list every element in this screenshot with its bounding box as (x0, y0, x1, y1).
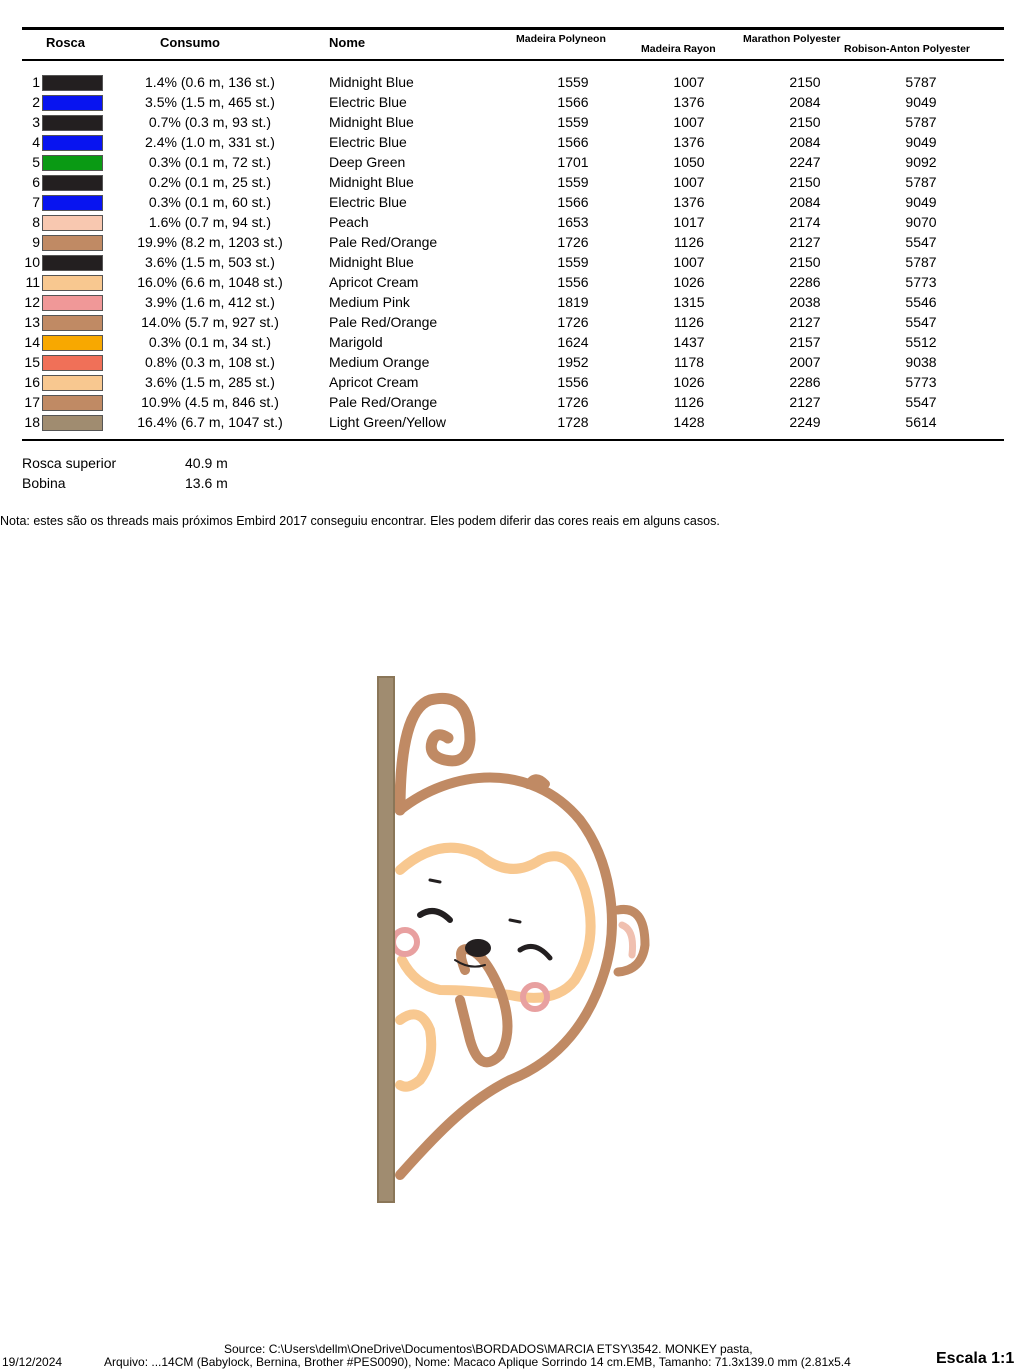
table-row (0, 274, 1024, 294)
table-row (0, 214, 1024, 234)
header-madeira-rayon: Madeira Rayon (641, 43, 716, 55)
thread-code-ra: 9070 (905, 214, 937, 230)
thread-code-mp: 1566 (557, 134, 589, 150)
thread-code-ra: 5787 (905, 74, 937, 90)
thread-code-ra: 9049 (905, 94, 937, 110)
consumption: 2.4% (1.0 m, 331 st.) (145, 134, 275, 150)
row-number: 4 (32, 134, 40, 150)
note-text: Nota: estes são os threads mais próximos Embird 2017 conseguiu encontrar. Eles podem diferir das cores reais em alguns casos. (0, 514, 720, 528)
row-number: 7 (32, 194, 40, 210)
thread-code-ra: 5512 (905, 334, 937, 350)
thread-code-mp: 1653 (557, 214, 589, 230)
thread-code-mp: 1566 (557, 194, 589, 210)
consumption: 1.6% (0.7 m, 94 st.) (148, 214, 272, 230)
row-number: 9 (32, 234, 40, 250)
thread-name: Midnight Blue (329, 254, 414, 270)
row-number: 12 (24, 294, 40, 310)
thread-code-mr: 1126 (673, 314, 705, 330)
table-row (0, 394, 1024, 414)
color-swatch (42, 115, 103, 131)
footer-file: Arquivo: ...14CM (Babylock, Bernina, Brother #PES0090), Nome: Macaco Aplique Sorrindo 14 cm.EMB, Tamanho: 71.3x139.0 mm (2.81x5.4 (104, 1355, 851, 1369)
thread-code-mr: 1007 (673, 254, 705, 270)
thread-code-mr: 1315 (673, 294, 705, 310)
thread-code-ra: 5787 (905, 114, 937, 130)
thread-name: Pale Red/Orange (329, 394, 438, 410)
thread-code-mr: 1126 (673, 234, 705, 250)
thread-code-mp: 1728 (557, 414, 589, 430)
thread-code-ma: 2150 (789, 254, 821, 270)
thread-code-ra: 5547 (905, 234, 937, 250)
thread-code-ra: 5773 (905, 274, 937, 290)
thread-code-mr: 1376 (673, 94, 705, 110)
thread-code-ra: 5614 (905, 414, 937, 430)
thread-code-ra: 9038 (905, 354, 937, 370)
row-number: 16 (24, 374, 40, 390)
thread-code-mr: 1126 (673, 394, 705, 410)
thread-code-mp: 1726 (557, 314, 589, 330)
consumption: 0.8% (0.3 m, 108 st.) (145, 354, 275, 370)
thread-code-mp: 1559 (557, 174, 589, 190)
thread-code-ma: 2084 (789, 94, 821, 110)
color-swatch (42, 135, 103, 151)
thread-code-ma: 2286 (789, 374, 821, 390)
thread-code-ma: 2157 (789, 334, 821, 350)
thread-code-mr: 1026 (673, 374, 705, 390)
consumption: 0.7% (0.3 m, 93 st.) (148, 114, 272, 130)
thread-code-mr: 1007 (673, 114, 705, 130)
thread-code-ma: 2150 (789, 174, 821, 190)
consumption: 0.3% (0.1 m, 60 st.) (148, 194, 272, 210)
header-robison: Robison-Anton Polyester (844, 43, 971, 55)
thread-code-mr: 1428 (673, 414, 705, 430)
thread-code-mp: 1726 (557, 394, 589, 410)
table-row (0, 294, 1024, 314)
thread-code-ra: 9049 (905, 134, 937, 150)
total-superior-value: 40.9 m (185, 455, 228, 471)
color-swatch (42, 275, 103, 291)
color-swatch (42, 195, 103, 211)
color-swatch (42, 235, 103, 251)
color-swatch (42, 255, 103, 271)
consumption: 0.2% (0.1 m, 25 st.) (148, 174, 272, 190)
consumption: 1.4% (0.6 m, 136 st.) (145, 74, 275, 90)
consumption: 16.0% (6.6 m, 1048 st.) (137, 274, 283, 290)
header-consumo: Consumo (160, 35, 220, 50)
thread-code-mr: 1050 (673, 154, 705, 170)
thread-name: Electric Blue (329, 94, 407, 110)
thread-name: Medium Orange (329, 354, 430, 370)
thread-code-mp: 1556 (557, 274, 589, 290)
thread-code-mr: 1007 (673, 174, 705, 190)
thread-name: Midnight Blue (329, 74, 414, 90)
table-row (0, 174, 1024, 194)
thread-code-ra: 5787 (905, 254, 937, 270)
color-swatch (42, 75, 103, 91)
header-rule (22, 59, 1004, 61)
thread-name: Light Green/Yellow (329, 414, 447, 430)
header-rosca: Rosca (46, 35, 86, 50)
consumption: 16.4% (6.7 m, 1047 st.) (137, 414, 283, 430)
table-row (0, 414, 1024, 434)
row-number: 10 (24, 254, 40, 270)
color-swatch (42, 395, 103, 411)
color-swatch (42, 155, 103, 171)
thread-code-ma: 2127 (789, 234, 821, 250)
consumption: 3.6% (1.5 m, 503 st.) (145, 254, 275, 270)
thread-code-ma: 2007 (789, 354, 821, 370)
table-row (0, 134, 1024, 154)
header-nome: Nome (329, 35, 366, 50)
consumption: 0.3% (0.1 m, 72 st.) (148, 154, 272, 170)
row-number: 3 (32, 114, 40, 130)
row-number: 14 (24, 334, 40, 350)
row-number: 2 (32, 94, 40, 110)
thread-name: Pale Red/Orange (329, 314, 438, 330)
thread-code-mr: 1026 (673, 274, 705, 290)
footer-source: Source: C:\Users\dellm\OneDrive\Documentos\BORDADOS\MARCIA ETSY\3542. MONKEY pasta, (224, 1342, 753, 1356)
table-row (0, 94, 1024, 114)
color-swatch (42, 315, 103, 331)
thread-code-ma: 2038 (789, 294, 821, 310)
thread-name: Apricot Cream (329, 274, 419, 290)
thread-name: Medium Pink (329, 294, 410, 310)
row-number: 1 (32, 74, 40, 90)
row-number: 6 (32, 174, 40, 190)
table-row (0, 254, 1024, 274)
thread-code-ma: 2127 (789, 314, 821, 330)
color-swatch (42, 295, 103, 311)
table-row (0, 114, 1024, 134)
total-bobina-label: Bobina (22, 475, 66, 491)
table-row (0, 374, 1024, 394)
thread-code-ma: 2247 (789, 154, 821, 170)
thread-code-ma: 2249 (789, 414, 821, 430)
row-number: 18 (24, 414, 40, 430)
thread-code-mp: 1952 (557, 354, 589, 370)
table-row (0, 74, 1024, 94)
consumption: 0.3% (0.1 m, 34 st.) (148, 334, 272, 350)
thread-code-mp: 1726 (557, 234, 589, 250)
consumption: 3.9% (1.6 m, 412 st.) (145, 294, 275, 310)
color-swatch (42, 215, 103, 231)
row-number: 13 (24, 314, 40, 330)
thread-code-mp: 1559 (557, 74, 589, 90)
thread-name: Electric Blue (329, 134, 407, 150)
thread-name: Midnight Blue (329, 114, 414, 130)
thread-code-mr: 1178 (673, 354, 705, 370)
total-bobina-value: 13.6 m (185, 475, 228, 491)
thread-name: Midnight Blue (329, 174, 414, 190)
thread-code-mp: 1556 (557, 374, 589, 390)
color-swatch (42, 95, 103, 111)
thread-name: Electric Blue (329, 194, 407, 210)
thread-code-ma: 2150 (789, 114, 821, 130)
thread-code-ra: 5546 (905, 294, 937, 310)
color-swatch (42, 375, 103, 391)
table-row (0, 334, 1024, 354)
thread-name: Marigold (329, 334, 383, 350)
thread-code-mr: 1437 (673, 334, 705, 350)
thread-code-mp: 1624 (557, 334, 589, 350)
table-row (0, 194, 1024, 214)
thread-name: Peach (329, 214, 369, 230)
bottom-rule (22, 439, 1004, 441)
header-marathon: Marathon Polyester (743, 33, 841, 45)
table-row (0, 154, 1024, 174)
total-superior-label: Rosca superior (22, 455, 117, 471)
footer-date: 19/12/2024 (2, 1355, 63, 1369)
table-row (0, 354, 1024, 374)
thread-code-ma: 2084 (789, 194, 821, 210)
consumption: 19.9% (8.2 m, 1203 st.) (137, 234, 283, 250)
thread-code-mr: 1007 (673, 74, 705, 90)
color-swatch (42, 355, 103, 371)
thread-code-ma: 2084 (789, 134, 821, 150)
footer-scale: Escala 1:1 (936, 1350, 1015, 1367)
thread-code-ma: 2174 (789, 214, 821, 230)
thread-name: Pale Red/Orange (329, 234, 438, 250)
thread-code-mp: 1566 (557, 94, 589, 110)
consumption: 3.5% (1.5 m, 465 st.) (145, 94, 275, 110)
row-number: 17 (24, 394, 40, 410)
thread-code-ra: 5773 (905, 374, 937, 390)
table-row (0, 234, 1024, 254)
consumption: 3.6% (1.5 m, 285 st.) (145, 374, 275, 390)
thread-code-mr: 1376 (673, 194, 705, 210)
thread-name: Apricot Cream (329, 374, 419, 390)
top-rule (22, 27, 1004, 30)
thread-code-mr: 1017 (673, 214, 705, 230)
color-swatch (42, 175, 103, 191)
thread-code-ra: 5547 (905, 394, 937, 410)
table-row (0, 314, 1024, 334)
monkey-embroidery-preview (360, 660, 680, 1220)
thread-code-ma: 2286 (789, 274, 821, 290)
row-number: 5 (32, 154, 40, 170)
thread-code-mp: 1559 (557, 114, 589, 130)
thread-code-ma: 2150 (789, 74, 821, 90)
row-number: 15 (24, 354, 40, 370)
thread-code-mp: 1819 (557, 294, 589, 310)
color-swatch (42, 335, 103, 351)
thread-code-ra: 5547 (905, 314, 937, 330)
thread-code-ra: 9092 (905, 154, 937, 170)
thread-code-mp: 1701 (557, 154, 589, 170)
thread-code-ma: 2127 (789, 394, 821, 410)
consumption: 10.9% (4.5 m, 846 st.) (141, 394, 279, 410)
consumption: 14.0% (5.7 m, 927 st.) (141, 314, 279, 330)
row-number: 8 (32, 214, 40, 230)
thread-code-mp: 1559 (557, 254, 589, 270)
thread-code-ra: 5787 (905, 174, 937, 190)
header-madeira-polyneon: Madeira Polyneon (516, 33, 606, 45)
color-swatch (42, 415, 103, 431)
thread-code-ra: 9049 (905, 194, 937, 210)
thread-name: Deep Green (329, 154, 406, 170)
thread-code-mr: 1376 (673, 134, 705, 150)
row-number: 11 (25, 274, 40, 290)
